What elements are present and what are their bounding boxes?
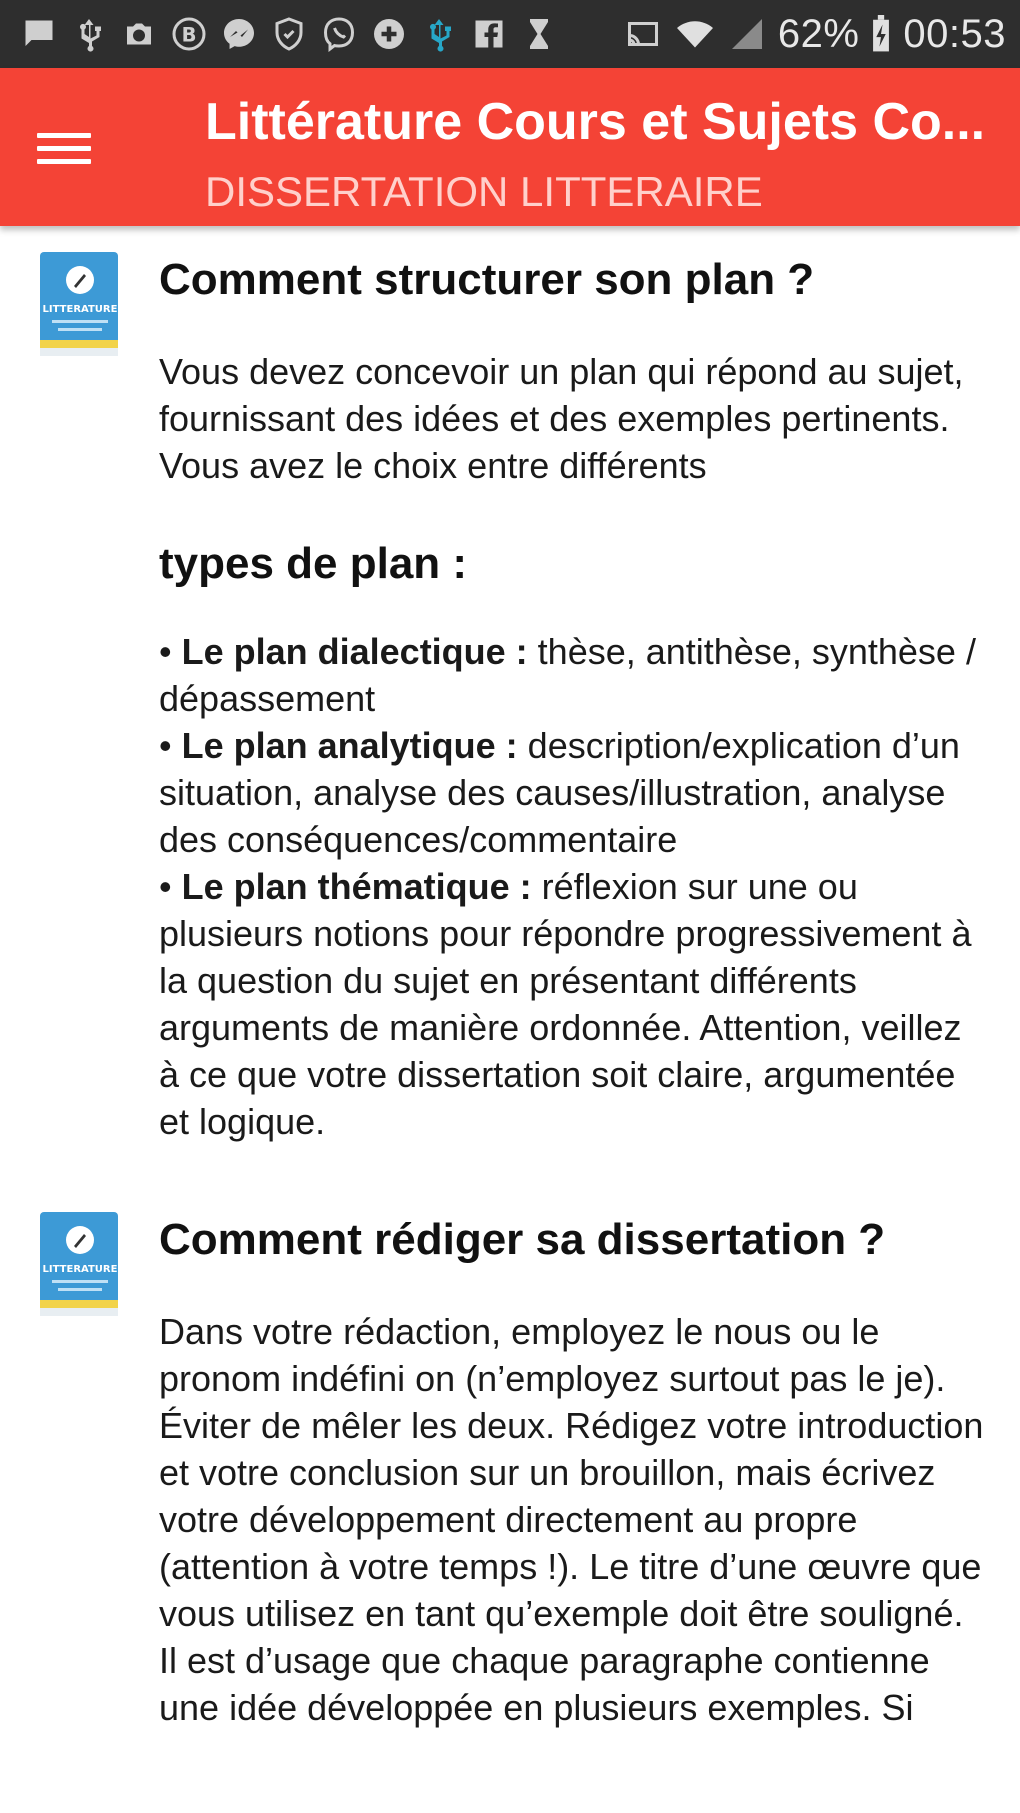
usb-debug-icon (418, 13, 460, 55)
usb-icon (68, 13, 110, 55)
menu-button[interactable] (28, 112, 100, 184)
clock: 00:53 (903, 11, 1006, 56)
list-item: • Le plan dialectique : thèse, antithèse, synthèse / dépassement (159, 631, 976, 719)
list-item: • Le plan thématique : réflexion sur une ou plusieurs notions pour répondre progressivement à la question du sujet en présentant différents arguments de manière ordonnée. Attention, veillez à ce que votre dissertation soit claire, argumentée et logique. (159, 866, 972, 1142)
bullet-text: description/explication d’un situation, analyse des causes/illustration, analyse des conséquences/commentaire (159, 725, 960, 860)
svg-text:LITTERATURE: LITTERATURE (42, 1264, 118, 1275)
facebook-icon (468, 13, 510, 55)
status-bar (0, 0, 1020, 68)
section-heading: Comment rédiger sa dissertation ? (159, 1215, 886, 1264)
viber-icon (318, 13, 360, 55)
shield-icon (268, 13, 310, 55)
section-text (159, 1214, 989, 1731)
app-subtitle: DISSERTATION LITTERAIRE (205, 168, 763, 215)
section-text (159, 254, 989, 1145)
notification-icons (18, 13, 560, 55)
bullet-text: réflexion sur une ou plusieurs notions pour répondre progressivement à la question du sujet en présentant différents arguments de manière ordonnée. Attention, veillez à ce que votre dissertation soit claire, argumentée et logique. (159, 866, 972, 1142)
hamburger-icon (37, 133, 91, 138)
bullet-label: Le plan analytique : (181, 725, 518, 766)
section-body-continued: Éviter de mêler les deux. Rédigez votre introduction et votre conclusion sur un brouillon, mais écrivez votre développement directement au propre (attention à votre temps !). Le titre d’une œuvre que vous utilisez en tant qu’exemple doit être souligné. Il est d’usage que chaque paragraphe contienne une idée développée en plusieurs exemples. Si (159, 1405, 984, 1728)
app-title: Littérature Cours et Sujets Co... (205, 93, 986, 151)
system-status (622, 12, 1006, 57)
signal-icon (726, 13, 768, 55)
book-icon (38, 1210, 118, 1318)
message-icon (18, 13, 60, 55)
messenger-icon (218, 13, 260, 55)
app-bar (0, 68, 1020, 226)
cast-icon (622, 13, 664, 55)
wifi-icon (674, 13, 716, 55)
plus-icon (368, 13, 410, 55)
book-icon (38, 250, 118, 358)
hourglass-icon (518, 13, 560, 55)
section-body: Dans votre rédaction, employez le nous ou le pronom indéfini on (n’employez surtout pas le je). (159, 1311, 946, 1399)
bullet-label: Le plan thématique : (181, 866, 532, 907)
battery-charging-icon (869, 13, 893, 55)
bullet-list (159, 628, 989, 1145)
battery-percent: 62% (777, 11, 860, 56)
section-intro: Vous devez concevoir un plan qui répond au sujet, fournissant des idées et des exemples pertinents. Vous avez le choix entre différents (159, 351, 964, 486)
svg-text:B: B (181, 23, 197, 47)
section-heading: Comment structurer son plan ? (159, 255, 815, 304)
hamburger-line (37, 159, 91, 164)
svg-text:LITTERATURE: LITTERATURE (42, 304, 118, 315)
hamburger-line (37, 146, 91, 151)
camera-icon (118, 13, 160, 55)
bullet-label: Le plan dialectique : (181, 631, 528, 672)
list-item: • Le plan analytique : description/explication d’un situation, analyse des causes/illustration, analyse des conséquences/commentaire (159, 725, 960, 860)
b-icon (168, 13, 210, 55)
section-subheading: types de plan : (159, 539, 468, 588)
bullet-text: thèse, antithèse, synthèse / dépassement (159, 631, 976, 719)
